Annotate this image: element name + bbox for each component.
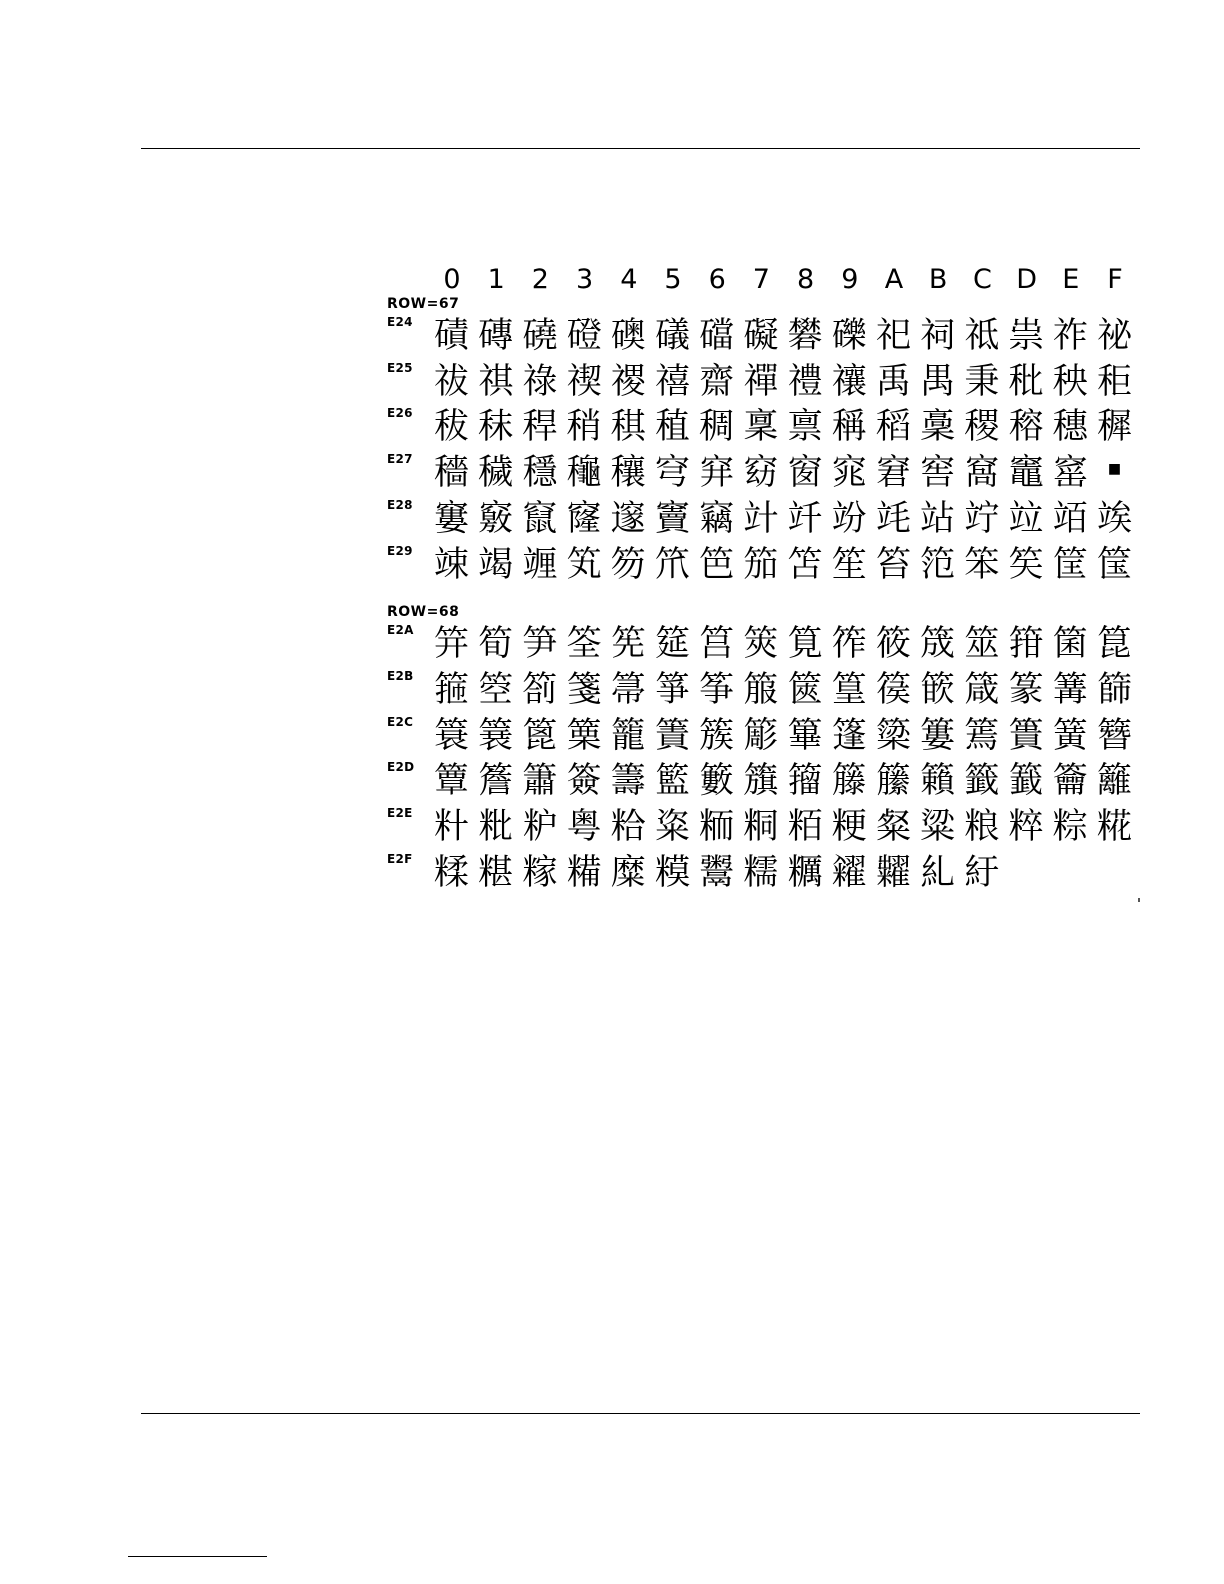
- glyph-cell: 笳: [743, 544, 779, 585]
- glyph-cell: 穽: [699, 453, 735, 494]
- glyph-cell: 窘: [875, 453, 911, 494]
- glyph-cell: 篩: [1096, 669, 1132, 710]
- glyph-cell: 簫: [522, 761, 558, 802]
- glyph-cell: 穰: [610, 453, 646, 494]
- glyph-cell: 穉: [1096, 407, 1132, 448]
- glyph-cell: 窩: [964, 453, 1000, 494]
- glyph-cell: 竇: [654, 498, 690, 539]
- glyph-cell: 粤: [566, 807, 602, 847]
- glyph-cell: 籬: [1096, 761, 1132, 802]
- section-label: ROW=68: [387, 604, 460, 621]
- glyph-cell: 筱: [875, 624, 911, 665]
- glyph-cell: 簗: [875, 715, 911, 756]
- glyph-cell: 簪: [1096, 715, 1132, 756]
- glyph-cell: 站: [920, 498, 956, 539]
- glyph-cell: 粱: [920, 807, 956, 847]
- glyph-cell: 糢: [654, 852, 690, 893]
- column-label: 4: [620, 264, 638, 295]
- glyph-cell: 篌: [875, 669, 911, 710]
- glyph-cell: 秕: [1008, 361, 1044, 402]
- glyph-cell: 箍: [433, 669, 469, 710]
- glyph-cell: 筮: [964, 624, 1000, 665]
- glyph-cell: 籤: [964, 761, 1000, 802]
- glyph-cell: 竓: [875, 498, 911, 539]
- glyph-cell: 粹: [1008, 807, 1044, 847]
- glyph-cell: 禪: [743, 361, 779, 402]
- glyph-cell: 祗: [964, 316, 1000, 356]
- code-row: [386, 759, 1146, 805]
- row-code: E2E: [387, 806, 413, 820]
- glyph-cell: ■: [1107, 461, 1122, 478]
- glyph-cell: 竈: [1008, 453, 1044, 494]
- glyph-cell: 禊: [566, 361, 602, 402]
- glyph-cell: 簇: [699, 715, 735, 756]
- glyph-cell: 箘: [1052, 624, 1088, 665]
- glyph-cell: 祀: [875, 316, 911, 356]
- column-label: 2: [531, 264, 549, 295]
- glyph-cell: 齋: [699, 361, 735, 402]
- glyph-cell: 篷: [831, 715, 867, 756]
- glyph-cell: 篋: [787, 669, 823, 710]
- glyph-cell: 筍: [478, 624, 514, 665]
- glyph-cell: 筅: [610, 624, 646, 665]
- glyph-cell: 籥: [1052, 761, 1088, 802]
- glyph-cell: 籖: [1008, 761, 1044, 802]
- glyph-cell: 糅: [433, 852, 469, 893]
- glyph-cell: 簷: [478, 761, 514, 802]
- glyph-cell: 穡: [433, 453, 469, 494]
- glyph-cell: 籃: [654, 761, 690, 802]
- glyph-cell: 笵: [920, 544, 956, 585]
- glyph-cell: 竰: [522, 544, 558, 585]
- glyph-cell: 筵: [654, 624, 690, 665]
- code-row: [386, 497, 1146, 543]
- glyph-cell: 稷: [964, 407, 1000, 448]
- glyph-cell: 禀: [787, 407, 823, 448]
- column-label: D: [1016, 264, 1037, 295]
- glyph-cell: 秡: [433, 407, 469, 448]
- glyph-cell: 糺: [920, 852, 956, 893]
- glyph-cell: 秬: [1096, 361, 1132, 402]
- code-row: [386, 314, 1146, 360]
- glyph-cell: 箚: [522, 669, 558, 710]
- glyph-cell: 箴: [964, 669, 1000, 710]
- glyph-cell: 箙: [743, 669, 779, 710]
- footer-rule: [141, 1413, 1140, 1414]
- row-code: E29: [387, 543, 413, 558]
- glyph-cell: 筺: [1096, 544, 1132, 585]
- glyph-cell: 祠: [920, 316, 956, 356]
- glyph-cell: 簣: [1008, 715, 1044, 756]
- glyph-cell: 穢: [478, 453, 514, 494]
- glyph-cell: 秉: [964, 361, 1000, 402]
- glyph-cell: 笋: [522, 624, 558, 665]
- glyph-cell: 篝: [1052, 669, 1088, 710]
- row-code: E27: [387, 452, 413, 467]
- glyph-cell: 筴: [743, 624, 779, 665]
- glyph-cell: 禧: [654, 361, 690, 402]
- glyph-cell: 竕: [831, 498, 867, 539]
- glyph-cell: 窗: [787, 453, 823, 494]
- code-row: [386, 805, 1146, 851]
- glyph-cell: 簍: [920, 715, 956, 756]
- glyph-cell: 磴: [566, 316, 602, 356]
- glyph-cell: 稘: [610, 407, 646, 448]
- glyph-cell: 糘: [522, 852, 558, 893]
- glyph-cell: 禝: [610, 361, 646, 402]
- column-label: E: [1062, 264, 1080, 295]
- glyph-cell: 笶: [1008, 544, 1044, 585]
- code-row: [386, 543, 1146, 589]
- glyph-cell: 糜: [610, 852, 646, 893]
- glyph-cell: 粫: [699, 807, 735, 847]
- row-code: E26: [387, 406, 413, 421]
- glyph-cell: 稍: [566, 407, 602, 448]
- glyph-cell: 祚: [1052, 316, 1088, 356]
- glyph-cell: 磧: [433, 316, 469, 356]
- glyph-cell: 籌: [610, 761, 646, 802]
- glyph-cell: 笘: [787, 544, 823, 585]
- glyph-cell: 笊: [654, 544, 690, 585]
- glyph-cell: 粭: [610, 807, 646, 847]
- glyph-cell: 篆: [1008, 669, 1044, 710]
- glyph-cell: 筧: [787, 624, 823, 665]
- glyph-cell: 禺: [920, 361, 956, 402]
- glyph-cell: 礑: [699, 316, 735, 356]
- glyph-cell: 糶: [875, 852, 911, 893]
- glyph-cell: 稻: [875, 407, 911, 448]
- column-label: 5: [664, 264, 682, 295]
- glyph-cell: 竏: [787, 498, 823, 539]
- glyph-cell: 粲: [875, 807, 911, 847]
- glyph-cell: 笙: [831, 544, 867, 585]
- glyph-cell: 稙: [654, 407, 690, 448]
- code-row: [386, 668, 1146, 714]
- glyph-cell: 稈: [522, 407, 558, 448]
- row-code: E28: [387, 497, 413, 512]
- glyph-cell: 篥: [566, 715, 602, 756]
- glyph-cell: 礬: [787, 316, 823, 356]
- glyph-cell: 穗: [1052, 407, 1088, 448]
- glyph-cell: 籔: [699, 761, 735, 802]
- glyph-cell: 糂: [478, 852, 514, 893]
- glyph-cell: 笞: [875, 544, 911, 585]
- glyph-cell: 糒: [566, 852, 602, 893]
- glyph-cell: 粮: [964, 807, 1000, 847]
- glyph-cell: 笄: [433, 624, 469, 665]
- code-row: [386, 360, 1146, 406]
- glyph-cell: 筬: [920, 624, 956, 665]
- glyph-cell: 籀: [787, 761, 823, 802]
- glyph-cell: 篦: [522, 715, 558, 756]
- glyph-cell: 窕: [831, 453, 867, 494]
- glyph-cell: 稱: [831, 407, 867, 448]
- column-label: F: [1107, 264, 1123, 295]
- glyph-cell: 竦: [433, 544, 469, 585]
- glyph-cell: 窰: [1052, 453, 1088, 494]
- glyph-cell: 祓: [433, 361, 469, 402]
- glyph-cell: 筝: [699, 669, 735, 710]
- glyph-cell: 竍: [743, 498, 779, 539]
- glyph-cell: 竊: [699, 498, 735, 539]
- glyph-cell: 籵: [433, 807, 469, 847]
- glyph-cell: 鬻: [699, 852, 735, 893]
- column-label: 9: [841, 264, 859, 295]
- row-code: E2D: [387, 760, 415, 775]
- glyph-cell: 粢: [654, 807, 690, 847]
- glyph-cell: 竝: [1008, 498, 1044, 539]
- glyph-cell: 糯: [743, 852, 779, 893]
- glyph-cell: 簽: [566, 761, 602, 802]
- glyph-cell: 笏: [610, 544, 646, 585]
- column-label: 0: [443, 264, 461, 295]
- glyph-cell: 禹: [875, 361, 911, 402]
- glyph-cell: 篏: [920, 669, 956, 710]
- glyph-cell: 糲: [787, 852, 823, 893]
- glyph-cell: 粡: [743, 807, 779, 847]
- row-code: E24: [387, 315, 413, 329]
- column-label: A: [884, 264, 904, 295]
- glyph-cell: 箝: [1008, 624, 1044, 665]
- glyph-cell: 粽: [1052, 807, 1088, 847]
- code-row: [386, 405, 1146, 451]
- glyph-cell: 穃: [1008, 407, 1044, 448]
- glyph-cell: 秧: [1052, 361, 1088, 402]
- glyph-cell: 篁: [831, 669, 867, 710]
- glyph-cell: 簟: [433, 761, 469, 802]
- glyph-cell: 籠: [610, 715, 646, 756]
- section-label: ROW=67: [387, 296, 460, 312]
- glyph-cell: 筐: [1052, 544, 1088, 585]
- glyph-cell: 稾: [920, 407, 956, 448]
- glyph-cell: 筰: [831, 624, 867, 665]
- glyph-cell: 祕: [1096, 316, 1132, 356]
- glyph-cell: 禮: [787, 361, 823, 402]
- glyph-cell: 粃: [478, 807, 514, 847]
- glyph-cell: 箏: [654, 669, 690, 710]
- glyph-cell: 礇: [610, 316, 646, 356]
- column-label: B: [928, 264, 948, 295]
- glyph-cell: 竚: [964, 498, 1000, 539]
- glyph-cell: 窈: [743, 453, 779, 494]
- glyph-cell: 簑: [433, 715, 469, 756]
- glyph-cell: 簧: [1052, 715, 1088, 756]
- glyph-cell: 祺: [478, 361, 514, 402]
- column-label: C: [972, 264, 992, 295]
- glyph-cell: 磚: [478, 316, 514, 356]
- glyph-cell: 礙: [743, 316, 779, 356]
- glyph-cell: 笂: [566, 544, 602, 585]
- glyph-cell: 窖: [920, 453, 956, 494]
- glyph-cell: 龝: [566, 453, 602, 494]
- glyph-cell: 箜: [478, 669, 514, 710]
- glyph-cell: 篳: [787, 715, 823, 756]
- glyph-cell: 笆: [699, 544, 735, 585]
- glyph-cell: 粐: [522, 807, 558, 847]
- glyph-cell: 穩: [522, 453, 558, 494]
- glyph-cell: 礫: [831, 316, 867, 356]
- glyph-cell: 籘: [875, 761, 911, 802]
- glyph-cell: 籏: [743, 761, 779, 802]
- column-label: 7: [752, 264, 770, 295]
- glyph-cell: 竢: [1096, 498, 1132, 539]
- glyph-cell: 簓: [743, 715, 779, 756]
- glyph-cell: 簀: [654, 715, 690, 756]
- column-label: 8: [797, 264, 815, 295]
- code-row: [386, 714, 1146, 760]
- glyph-cell: 紆: [964, 852, 1000, 893]
- glyph-cell: 糀: [1096, 807, 1132, 847]
- glyph-cell: 竅: [478, 498, 514, 539]
- glyph-cell: 窿: [566, 498, 602, 539]
- glyph-cell: 稟: [743, 407, 779, 448]
- glyph-cell: 竄: [522, 498, 558, 539]
- glyph-cell: 筥: [699, 624, 735, 665]
- glyph-cell: 竡: [1052, 498, 1088, 539]
- code-row: [386, 851, 1146, 897]
- scan-artifact: [1138, 898, 1140, 902]
- code-row: [386, 451, 1146, 497]
- column-label: 1: [487, 264, 505, 295]
- glyph-cell: 祟: [1008, 316, 1044, 356]
- glyph-cell: 簔: [478, 715, 514, 756]
- glyph-cell: 糴: [831, 852, 867, 893]
- glyph-cell: 窶: [433, 498, 469, 539]
- row-code: E25: [387, 360, 413, 375]
- glyph-cell: 籐: [831, 761, 867, 802]
- glyph-cell: 磽: [522, 316, 558, 356]
- column-label: 3: [576, 264, 594, 295]
- glyph-cell: 箋: [566, 669, 602, 710]
- column-label: 6: [708, 264, 726, 295]
- row-code: E2B: [387, 668, 414, 683]
- footnote-rule: [128, 1556, 267, 1557]
- glyph-cell: 竭: [478, 544, 514, 585]
- glyph-cell: 稠: [699, 407, 735, 448]
- row-code: E2A: [387, 623, 414, 638]
- glyph-cell: 祿: [522, 361, 558, 402]
- glyph-cell: 箟: [1096, 624, 1132, 665]
- glyph-cell: 礒: [654, 316, 690, 356]
- glyph-cell: 粳: [831, 807, 867, 847]
- glyph-cell: 笨: [964, 544, 1000, 585]
- glyph-cell: 箒: [610, 669, 646, 710]
- glyph-cell: 篶: [964, 715, 1000, 756]
- glyph-cell: 籟: [920, 761, 956, 802]
- header-rule: [141, 148, 1140, 149]
- row-code: E2C: [387, 714, 414, 729]
- column-header: [386, 262, 1146, 302]
- glyph-cell: 筌: [566, 624, 602, 665]
- glyph-cell: 粨: [787, 807, 823, 847]
- code-row: [386, 622, 1146, 668]
- row-code: E2F: [387, 851, 413, 866]
- glyph-cell: 秣: [478, 407, 514, 448]
- glyph-cell: 邃: [610, 498, 646, 539]
- glyph-cell: 穹: [654, 453, 690, 494]
- glyph-cell: 禳: [831, 361, 867, 402]
